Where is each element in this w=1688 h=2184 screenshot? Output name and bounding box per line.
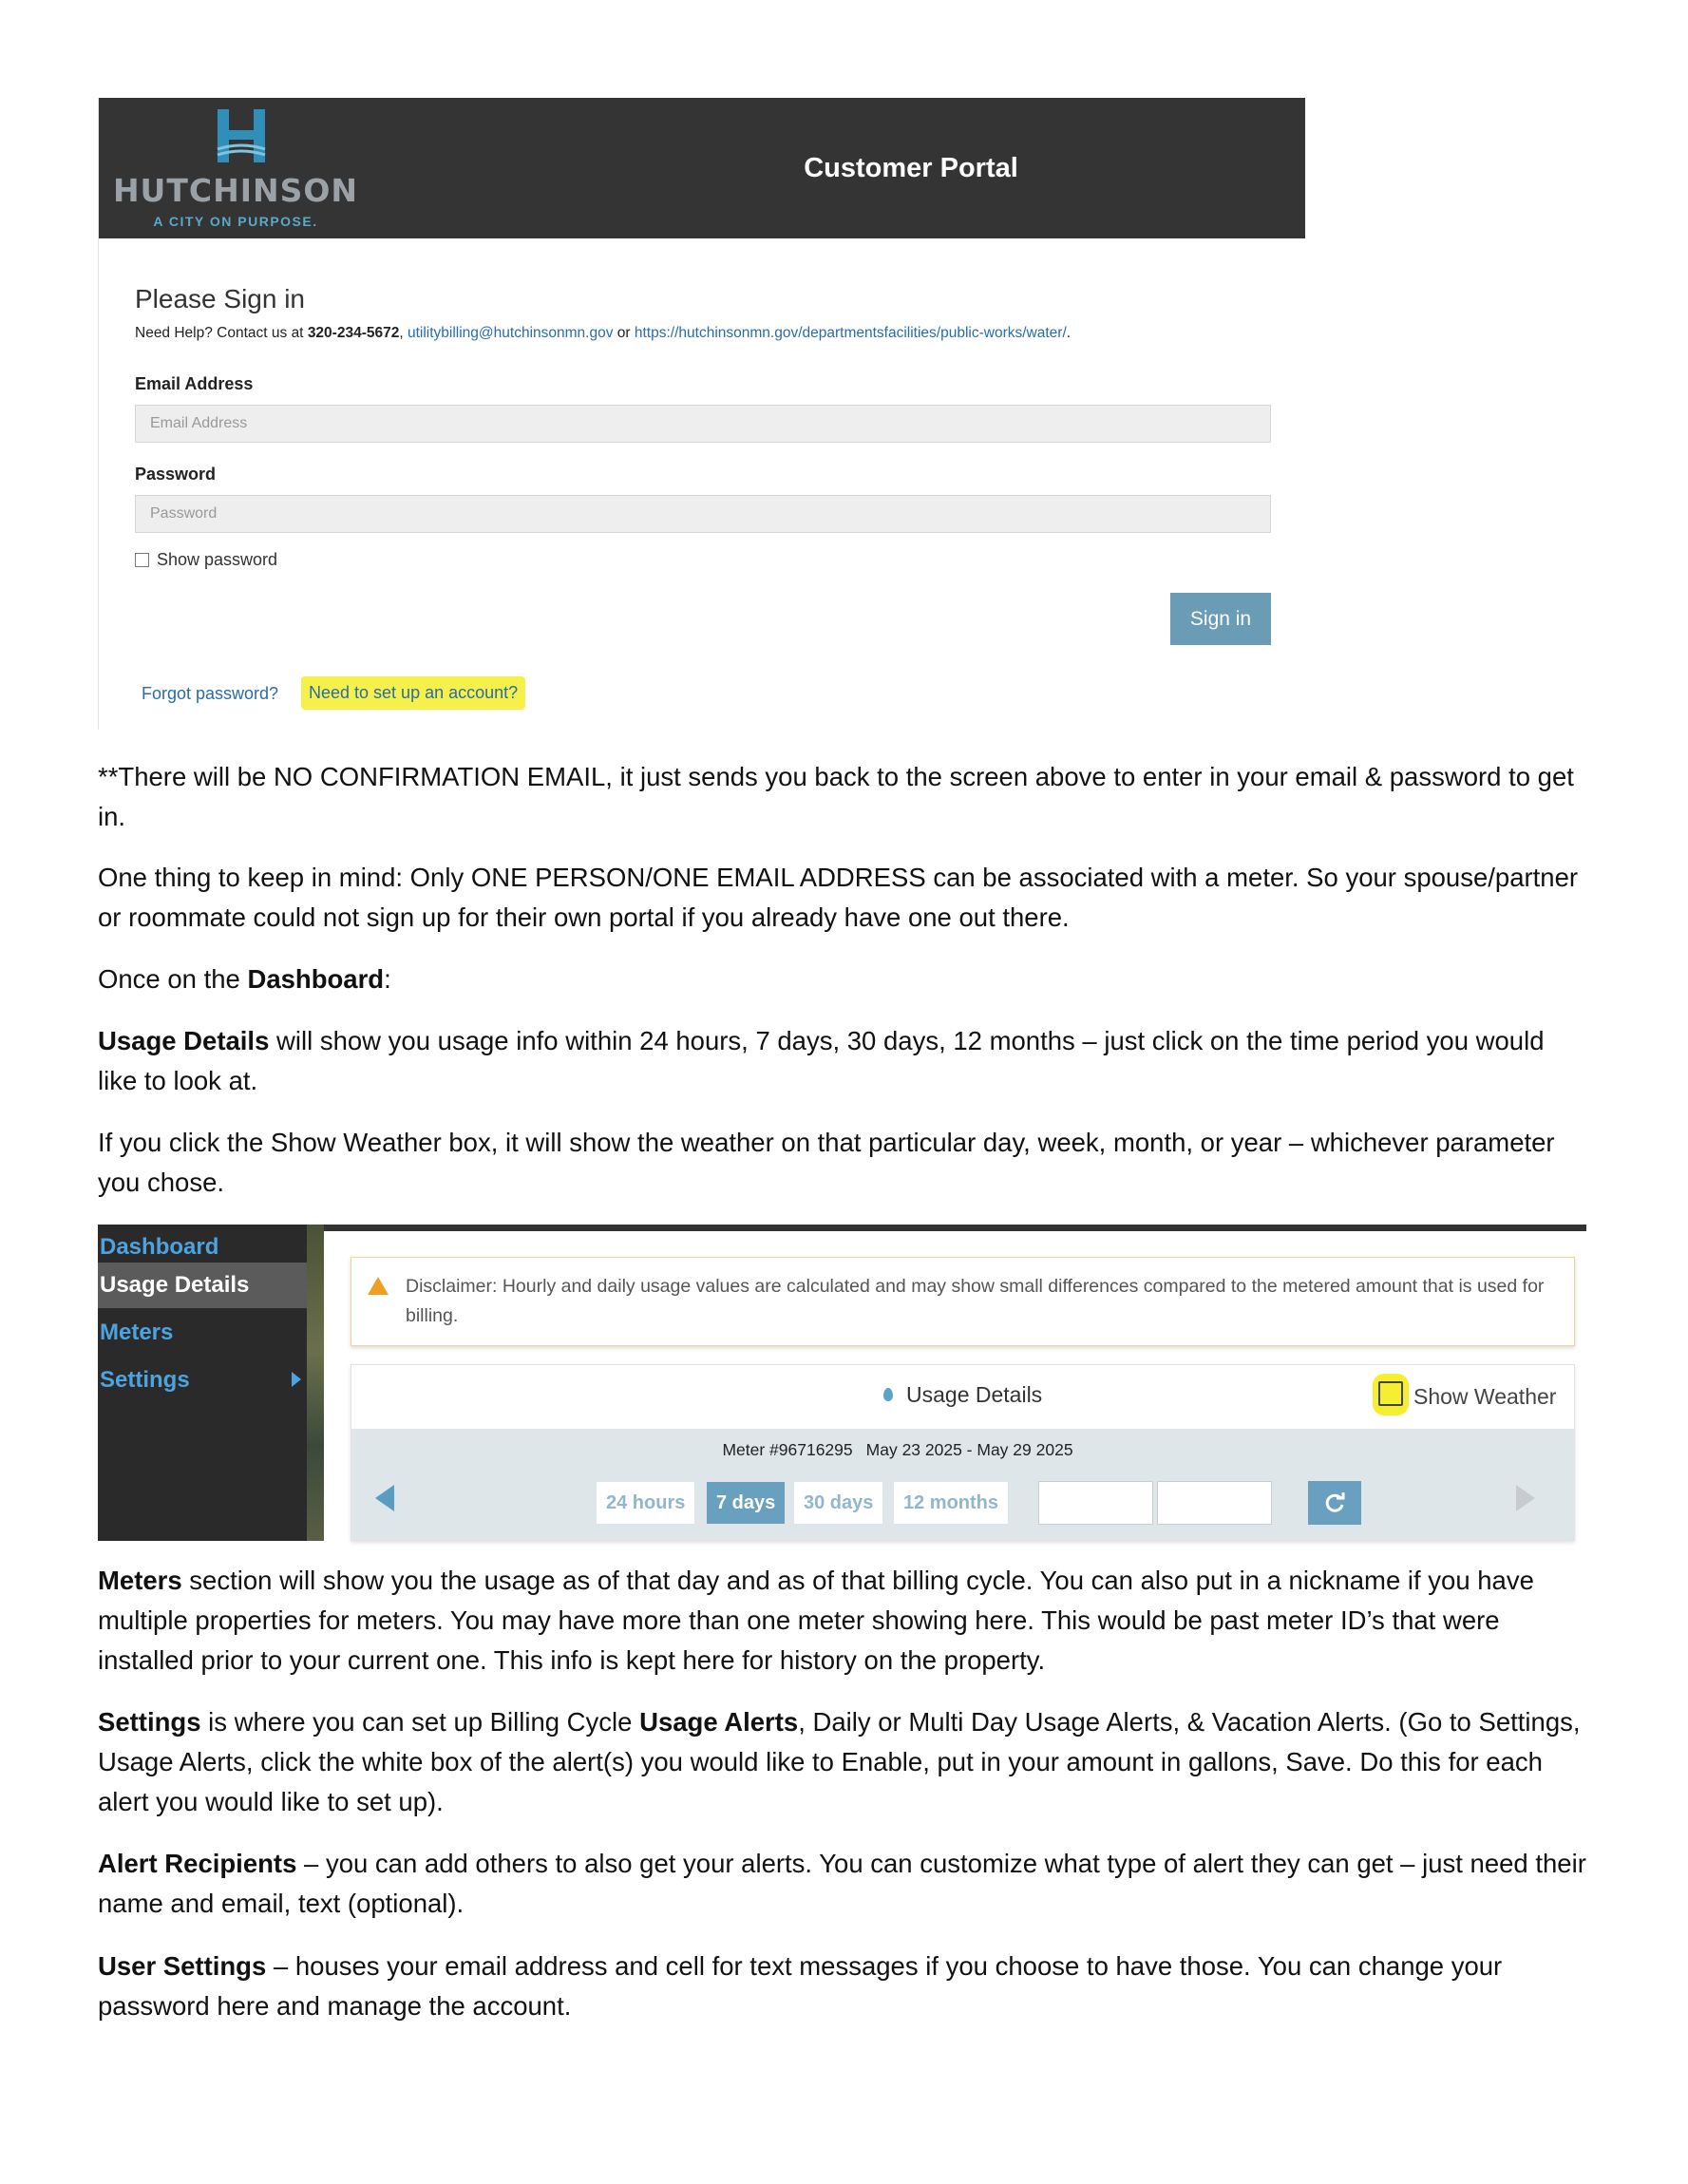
- sign-in-button[interactable]: Sign in: [1170, 593, 1271, 645]
- disclaimer-text: Disclaimer: Hourly and daily usage values are calculated and may show small differences compared to the metered amount that is used for billing.: [406, 1276, 1545, 1326]
- refresh-icon: [1323, 1491, 1346, 1514]
- meter-info: [351, 1440, 1444, 1460]
- sidebar-item-settings[interactable]: [98, 1358, 307, 1403]
- login-screenshot: [98, 98, 1305, 730]
- warning-icon: [368, 1277, 389, 1295]
- sidebar-item-usage-details[interactable]: Usage Details: [98, 1263, 307, 1308]
- hutchinson-logo[interactable]: [106, 105, 365, 231]
- background-photo-strip: [307, 1225, 324, 1541]
- show-weather-checkbox[interactable]: [1378, 1381, 1403, 1406]
- usage-details-panel: [351, 1364, 1575, 1541]
- text-bold: Alert Recipients: [98, 1849, 297, 1878]
- text-run: :: [384, 964, 391, 994]
- meter-id: Meter #96716295: [722, 1440, 853, 1459]
- refresh-button[interactable]: [1308, 1481, 1361, 1525]
- range-button-7-days[interactable]: 7 days: [707, 1482, 785, 1524]
- show-password-toggle[interactable]: [135, 550, 277, 570]
- setup-account-link[interactable]: Need to set up an account?: [301, 676, 525, 710]
- portal-header: [99, 98, 1305, 238]
- paragraph-usage-details: [98, 1021, 1589, 1101]
- email-field[interactable]: [135, 405, 1271, 443]
- range-button-30-days[interactable]: 30 days: [794, 1482, 882, 1524]
- text-bold: Dashboard: [247, 964, 385, 994]
- paragraph-user-settings: [98, 1947, 1589, 2026]
- help-line: [135, 325, 1071, 342]
- text-run: , Daily or Multi Day Usage Alerts, & Vacation Alerts. (Go to Settings, Usage Alerts, click the white box of the alert(s) you would like to Enable, put in your amount in gallons, Save. Do this for each alert you would like to set up).: [98, 1707, 1581, 1816]
- text-run: Once on the: [98, 964, 248, 994]
- show-password-label: Show password: [157, 550, 278, 569]
- disclaimer-box: [351, 1257, 1575, 1346]
- forgot-password-link[interactable]: Forgot password?: [142, 684, 279, 703]
- text-run: will show you usage info within 24 hours, 7 days, 30 days, 12 months – just click on the time period you would like to look at.: [98, 1026, 1545, 1095]
- text-bold: User Settings: [98, 1951, 267, 1981]
- range-button-12-months[interactable]: 12 months: [894, 1482, 1008, 1524]
- help-sep: ,: [399, 325, 408, 341]
- paragraph-dashboard: [98, 959, 1589, 999]
- sidebar: [98, 1225, 307, 1541]
- text-bold: Settings: [98, 1707, 201, 1737]
- help-sep: or: [613, 325, 635, 341]
- text-bold: Meters: [98, 1566, 182, 1595]
- help-prefix: Need Help? Contact us at: [135, 325, 308, 341]
- end-date-input[interactable]: [1157, 1481, 1272, 1525]
- sidebar-item-label: Settings: [100, 1367, 190, 1393]
- sidebar-item-dashboard[interactable]: Dashboard: [100, 1234, 219, 1260]
- water-drop-icon: [883, 1388, 893, 1401]
- logo-tagline: A CITY ON PURPOSE.: [153, 214, 318, 229]
- paragraph-no-confirmation: **There will be NO CONFIRMATION EMAIL, it just sends you back to the screen above to enter in your email & password to get in.: [98, 762, 1574, 831]
- dashboard-screenshot: [98, 1225, 1586, 1541]
- text-run: – houses your email address and cell for text messages if you choose to have those. You can change your password here and manage the account.: [98, 1951, 1503, 2021]
- password-field[interactable]: [135, 495, 1271, 533]
- prev-arrow-icon[interactable]: [375, 1485, 394, 1511]
- text-run: – you can add others to also get your alerts. You can customize what type of alert they can get – just need their name and email, text (optional).: [98, 1849, 1586, 1918]
- chevron-right-icon: [292, 1372, 301, 1387]
- paragraph-meters: [98, 1561, 1589, 1681]
- date-range: May 23 2025 - May 29 2025: [865, 1440, 1073, 1459]
- paragraph-one-person: One thing to keep in mind: Only ONE PERSON/ONE EMAIL ADDRESS can be associated with a meter. So your spouse/partner or roommate could not sign up for their own portal if you already have one out there.: [98, 863, 1579, 932]
- usage-panel-body: [351, 1429, 1574, 1540]
- text-run: section will show you the usage as of that day and as of that billing cycle. You can also put in a nickname if you have multiple properties for meters. You may have more than one meter showing here. This would be past meter ID’s that were installed prior to your current one. This info is kept here for history on the property.: [98, 1566, 1534, 1675]
- show-weather-label[interactable]: Show Weather: [1413, 1384, 1557, 1409]
- logo-h-icon: [214, 107, 269, 164]
- usage-details-title: Usage Details: [906, 1382, 1043, 1407]
- paragraph-show-weather: If you click the Show Weather box, it will show the weather on that particular day, week, month, or year – whichever parameter you chose.: [98, 1128, 1555, 1197]
- start-date-input[interactable]: [1038, 1481, 1153, 1525]
- portal-title: Customer Portal: [804, 153, 1018, 183]
- sidebar-item-meters[interactable]: Meters: [100, 1320, 174, 1345]
- range-button-24-hours[interactable]: 24 hours: [597, 1482, 694, 1524]
- top-bar: [324, 1225, 1586, 1231]
- show-password-checkbox[interactable]: [135, 553, 149, 567]
- text-bold: Usage Alerts: [639, 1707, 799, 1737]
- usage-panel-header: [351, 1365, 1574, 1429]
- help-phone: 320-234-5672: [307, 325, 400, 341]
- paragraph-alert-recipients: [98, 1844, 1589, 1924]
- text-run: is where you can set up Billing Cycle: [200, 1707, 640, 1737]
- paragraph-settings: [98, 1702, 1589, 1822]
- next-arrow-icon[interactable]: [1516, 1485, 1535, 1511]
- password-label: Password: [135, 465, 217, 484]
- help-url-link[interactable]: https://hutchinsonmn.gov/departmentsfacilities/public-works/water/: [634, 325, 1067, 341]
- help-suffix: .: [1066, 325, 1072, 341]
- email-label: Email Address: [135, 374, 254, 393]
- logo-wordmark: HUTCHINSON: [112, 172, 359, 209]
- text-bold: Usage Details: [98, 1026, 270, 1055]
- help-email-link[interactable]: utilitybilling@hutchinsonmn.gov: [407, 325, 614, 341]
- signin-heading: Please Sign in: [135, 284, 306, 313]
